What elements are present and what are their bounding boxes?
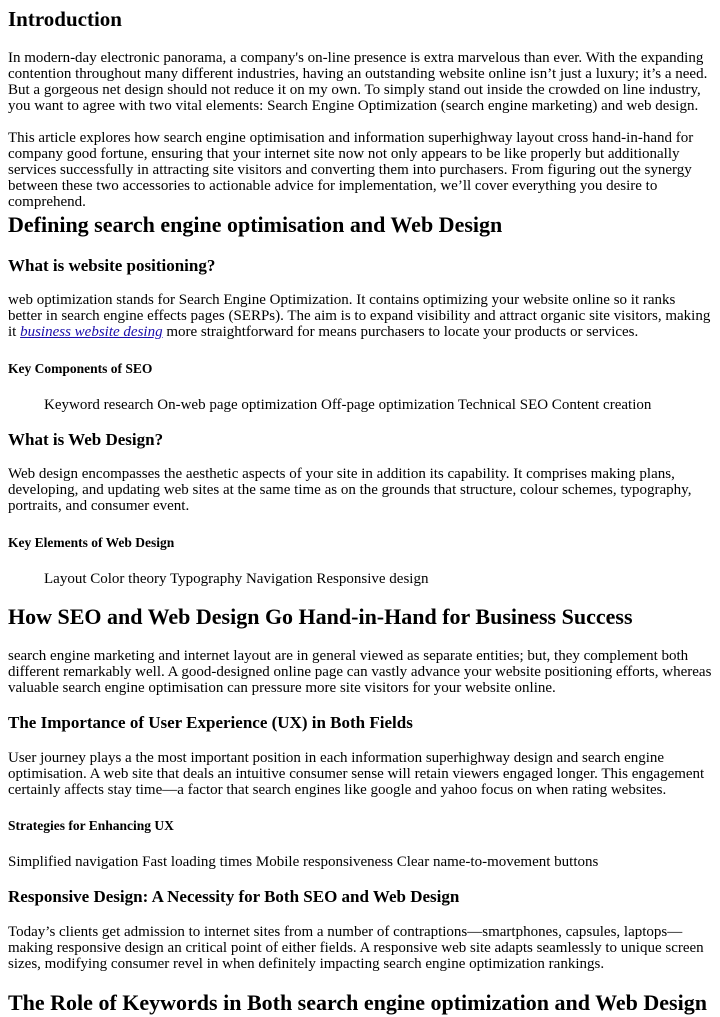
seo-paragraph xyxy=(8,292,712,340)
keywords-heading: The Role of Keywords in Both search engine optimization and Web Design xyxy=(8,990,707,1015)
seo-components-heading: Key Components of SEO xyxy=(8,361,153,376)
responsive-heading: Responsive Design: A Necessity for Both SEO and Web Design xyxy=(8,887,460,906)
ux-heading: The Importance of User Experience (UX) in Both Fields xyxy=(8,713,413,732)
seo-paragraph-text-after: more straightforward for means purchasers to locate your products or services. xyxy=(162,324,639,340)
webdesign-elements-list: Layout Color theory Typography Navigation Responsive design xyxy=(44,571,429,587)
webdesign-elements-heading: Key Elements of Web Design xyxy=(8,535,175,550)
handinhand-paragraph: search engine marketing and internet layout are in general viewed as separate entities; but, they complement both different remarkably well. A good-designed online page can vastly advance your website positioning efforts, whereas valuable search engine optimisation can pressure more site visitors for your website online. xyxy=(8,648,712,696)
handinhand-heading: How SEO and Web Design Go Hand-in-Hand for Business Success xyxy=(8,604,633,629)
intro-paragraph-1: In modern-day electronic panorama, a company's on-line presence is extra marvelous than ever. With the expanding contention throughout many different industries, having an outstanding website online isn’t just a luxury; it’s a need. But a gorgeous net design should not reduce it on my own. To simply stand out inside the crowded on line industry, you want to agree with two vital elements: Search Engine Optimization (search engine marketing) and web design. xyxy=(8,50,708,114)
intro-paragraph-2: This article explores how search engine optimisation and information superhighway layout cross hand-in-hand for company good fortune, ensuring that your internet site now not only appears to be like properly but additionally services successfully in attracting site visitors and converting them into purchasers. From figuring out the synergy between these two accessories to actionable advice for implementation, we’ll cover everything you desire to comprehend. xyxy=(8,130,694,210)
ux-strategies-list: Simplified navigation Fast loading times Mobile responsiveness Clear name-to-movement buttons xyxy=(8,854,599,870)
webdesign-paragraph: Web design encompasses the aesthetic aspects of your site in addition its capability. It comprises making plans, developing, and updating web sites at the same time as on the grounds that structure, colour schemes, typography, portraits, and consumer event. xyxy=(8,466,692,514)
ux-strategies-heading: Strategies for Enhancing UX xyxy=(8,818,174,833)
webdesign-heading: What is Web Design? xyxy=(8,430,164,449)
business-website-link[interactable]: business website desing xyxy=(20,324,163,340)
ux-paragraph: User journey plays a the most important position in each information superhighway design and search engine optimisation. A web site that deals an intuitive consumer sense will retain viewers engaged longer. This engagement certainly affects stay time—a factor that search engines like google and yahoo focus on when rating websites. xyxy=(8,750,705,798)
seo-components-list: Keyword research On-web page optimization Off-page optimization Technical SEO Content creation xyxy=(44,397,652,413)
intro-heading: Introduction xyxy=(8,7,122,31)
seo-heading: What is website positioning? xyxy=(8,256,216,275)
defining-heading: Defining search engine optimisation and Web Design xyxy=(8,212,503,237)
responsive-paragraph: Today’s clients get admission to internet sites from a number of contraptions—smartphones, capsules, laptops—making responsive design an critical point of either fields. A responsive web site adapts seamlessly to unique screen sizes, modifying consumer revel in when definitely impacting search engine optimization rankings. xyxy=(8,924,704,972)
seo-paragraph-text-before: web optimization stands for Search Engine Optimization. It contains optimizing your website online so it ranks better in search engine effects pages (SERPs). The aim is to expand visibility and attract organic site visitors, making it xyxy=(8,292,711,340)
